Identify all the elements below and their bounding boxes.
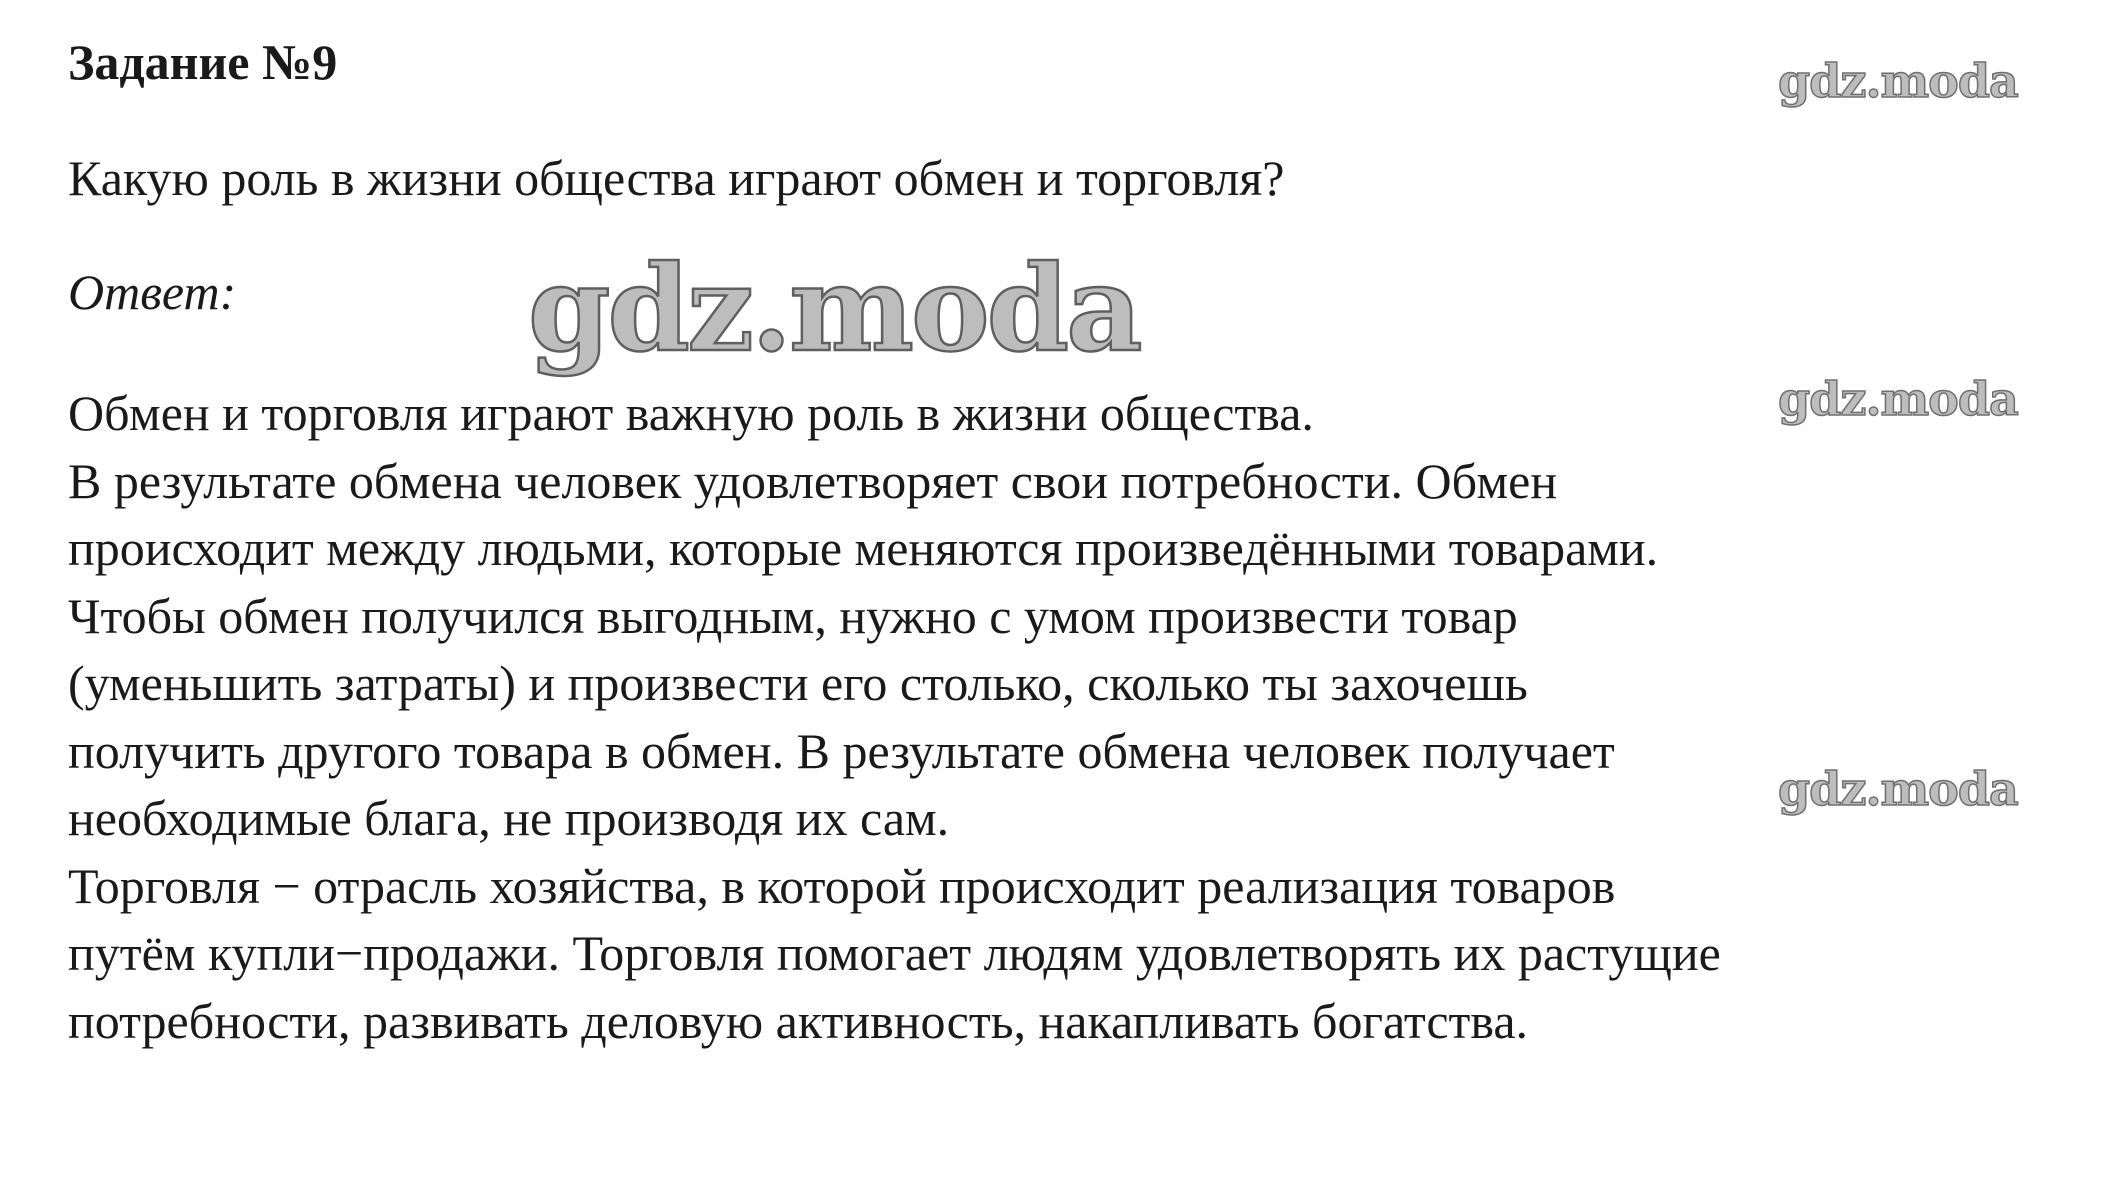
answer-line: получить другого товара в обмен. В результате обмена человек получает [68, 722, 1615, 779]
answer-line: потребности, развивать деловую активность, накапливать богатства. [68, 992, 1529, 1049]
answer-body [68, 380, 2078, 1055]
answer-line: Обмен и торговля играют важную роль в жизни общества. [68, 385, 1314, 441]
watermark: gdz.moda [1778, 762, 2018, 816]
answer-line: В результате обмена человек удовлетворяет свои потребности. Обмен [68, 452, 1558, 509]
answer-label: Ответ: [68, 264, 237, 320]
watermark: gdz.moda [1778, 54, 2018, 108]
answer-line: путём купли−продажи. Торговля помогает людям удовлетворять их растущие [68, 925, 1721, 981]
answer-line: Торговля − отрасль хозяйства, в которой происходит реализация товаров [68, 857, 1616, 914]
answer-line: (уменьшить затраты) и произвести его столько, сколько ты захочешь [68, 655, 1528, 711]
answer-line: необходимые блага, не производя их сам. [68, 790, 950, 846]
answer-line: происходит между людьми, которые меняются произведёнными товарами. [68, 520, 1659, 576]
watermark: gdz.moda [1778, 372, 2018, 426]
watermark: gdz.moda [528, 239, 1140, 378]
task-title: Задание №9 [68, 34, 338, 90]
question-text: Какую роль в жизни общества играют обмен и торговля? [68, 150, 1285, 206]
answer-line: Чтобы обмен получился выгодным, нужно с умом произвести товар [68, 587, 1518, 644]
